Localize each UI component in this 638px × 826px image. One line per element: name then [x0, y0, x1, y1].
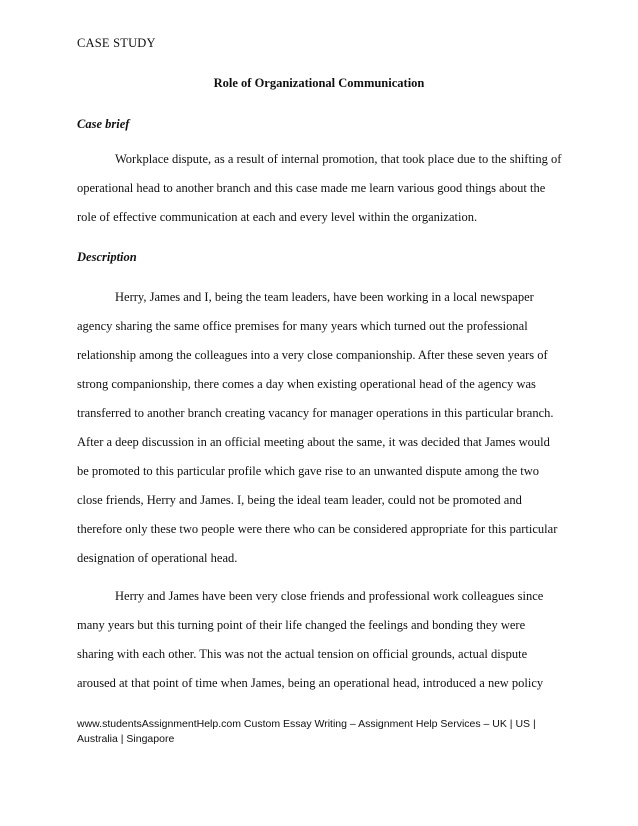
description-p1-line-6: After a deep discussion in an official meeting about the same, it was decided that James would: [77, 435, 550, 449]
footer-line-2: Australia | Singapore: [77, 733, 175, 745]
case-brief-line-2: operational head to another branch and this case made me learn various good things about the: [77, 181, 546, 195]
description-p1-line-4: strong companionship, there comes a day when existing operational head of the agency was: [77, 377, 536, 391]
description-p1-line-1: Herry, James and I, being the team leaders, have been working in a local newspaper: [115, 290, 534, 304]
description-p2-line-4: aroused at that point of time when James, being an operational head, introduced a new policy: [77, 676, 544, 690]
description-p2-line-3: sharing with each other. This was not the actual tension on official grounds, actual dispute: [77, 647, 528, 661]
case-brief-line-3: role of effective communication at each and every level within the organization.: [77, 210, 478, 224]
case-study-header: CASE STUDY: [77, 36, 156, 50]
description-p1-line-5: transferred to another branch creating vacancy for manager operations in this particular branch.: [77, 406, 554, 420]
document-title: Role of Organizational Communication: [213, 76, 425, 90]
description-p2-line-2: many years but this turning point of their life changed the feelings and bonding they were: [77, 618, 526, 632]
description-p1-line-10: designation of operational head.: [77, 551, 238, 565]
case-brief-heading: Case brief: [77, 117, 130, 131]
description-heading: Description: [77, 250, 137, 264]
description-p1-line-7: be promoted to this particular profile which gave rise to an unwanted dispute among the two: [77, 464, 540, 478]
description-p1-line-2: agency sharing the same office premises for many years which turned out the professional: [77, 319, 528, 333]
page-footer: [77, 717, 567, 747]
description-p1-line-8: close friends, Herry and James. I, being the ideal team leader, could not be promoted and: [77, 493, 522, 507]
description-p1-line-3: relationship among the colleagues into a very close companionship. After these seven years of: [77, 348, 548, 362]
footer-line-1: www.studentsAssignmentHelp.com Custom Essay Writing – Assignment Help Services – UK | US |: [77, 718, 536, 730]
case-brief-line-1: Workplace dispute, as a result of internal promotion, that took place due to the shifting of: [115, 152, 562, 166]
description-p1-line-9: therefore only these two people were there who can be considered appropriate for this particular: [77, 522, 558, 536]
description-p2-line-1: Herry and James have been very close friends and professional work colleagues since: [115, 589, 544, 603]
